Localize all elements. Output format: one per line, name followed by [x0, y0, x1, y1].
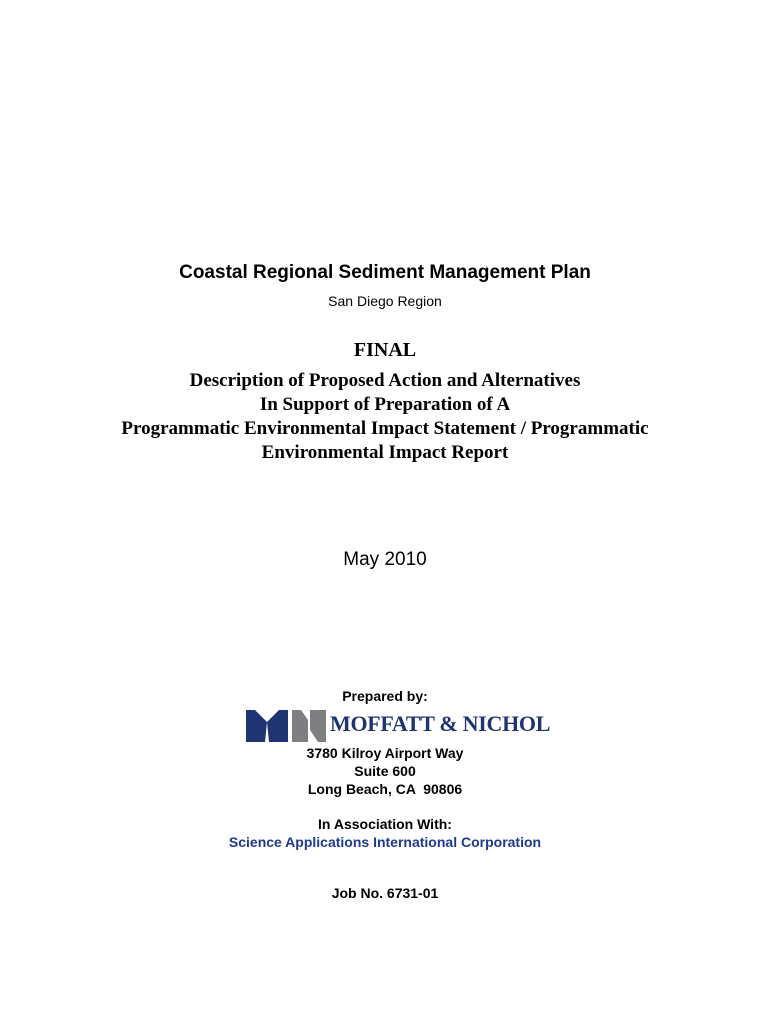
logo-mark-icon [246, 708, 328, 742]
prepared-by-label: Prepared by: [342, 688, 428, 704]
document-title: Coastal Regional Sediment Management Plan [179, 262, 591, 283]
association-organization: Science Applications International Corporation [228, 834, 542, 850]
description-line: In Support of Preparation of A [259, 394, 511, 415]
document-status: FINAL [353, 339, 417, 361]
description-line: Programmatic Environmental Impact Statement / Programmatic [121, 418, 649, 439]
association-label: In Association With: [318, 816, 452, 832]
preparer-address [0, 744, 770, 798]
logo-wordmark: MOFFATT & NICHOL [330, 711, 551, 736]
document-description [0, 369, 770, 465]
description-line: Environmental Impact Report [261, 442, 509, 463]
moffatt-nichol-logo [246, 708, 551, 744]
document-date: May 2010 [343, 549, 427, 570]
document-subtitle: San Diego Region [328, 293, 442, 309]
address-line: Long Beach, CA 90806 [307, 781, 463, 797]
address-line: Suite 600 [354, 763, 416, 779]
address-line: 3780 Kilroy Airport Way [306, 745, 464, 761]
job-number: Job No. 6731-01 [331, 885, 439, 901]
description-line: Description of Proposed Action and Alternatives [189, 370, 581, 391]
